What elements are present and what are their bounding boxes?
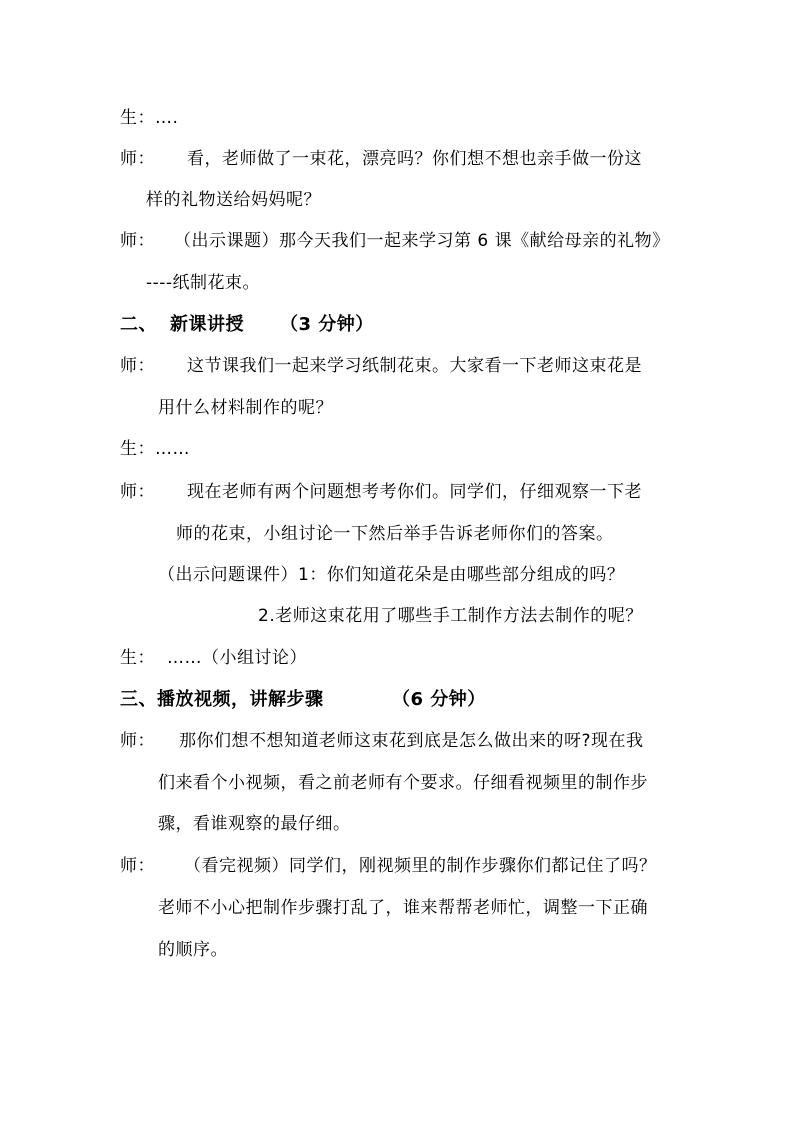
line-teacher-6 xyxy=(120,854,657,878)
line-teacher-6-cont-1: 老师不小心把制作步骤打乱了，谁来帮帮老师忙，调整一下正确 xyxy=(158,898,648,918)
line-teacher-3-cont: 用什么材料制作的呢？ xyxy=(158,398,333,418)
line-teacher-5-cont-2: 骤，看谁观察的最仔细。 xyxy=(158,814,351,834)
speaker-label: 生： xyxy=(120,648,155,668)
line-teacher-4 xyxy=(120,480,642,504)
section-time: （6 分钟） xyxy=(392,689,486,710)
line-student-response-1: 生：…. xyxy=(120,108,179,128)
line-teacher-5-cont-1: 们来看个小视频，看之前老师有个要求。仔细看视频里的制作步 xyxy=(158,773,648,793)
section-time: （3 分钟） xyxy=(280,314,374,335)
line-teacher-3 xyxy=(120,354,642,378)
speaker-label: 师： xyxy=(120,856,155,876)
speech-text: （看完视频）同学们，刚视频里的制作步骤你们都记住了吗？ xyxy=(184,856,657,876)
line-teacher-5 xyxy=(120,729,644,753)
speaker-label: 师： xyxy=(120,231,155,251)
line-student-response-2: 生：…… xyxy=(120,439,190,459)
line-teacher-1 xyxy=(120,147,642,171)
speech-text: （出示课题）那今天我们一起来学习第 6 课《献给母亲的礼物》 xyxy=(174,231,670,251)
speech-text: 看，老师做了一束花，漂亮吗？你们想不想也亲手做一份这 xyxy=(187,149,642,169)
speaker-label: 师： xyxy=(120,482,155,502)
section-number: 二、 xyxy=(120,314,157,335)
line-question-1: （出示问题课件）1：你们知道花朵是由哪些部分组成的吗？ xyxy=(158,565,625,585)
section-heading-2 xyxy=(120,313,374,337)
line-question-2: 2.老师这束花用了哪些手工制作方法去制作的呢？ xyxy=(258,606,643,626)
line-teacher-1-cont: 样的礼物送给妈妈呢？ xyxy=(146,190,321,210)
speech-text: 现在老师有两个问题想考考你们。同学们，仔细观察一下老 xyxy=(187,482,642,502)
speech-text: 这节课我们一起来学习纸制花束。大家看一下老师这束花是 xyxy=(187,356,642,376)
speech-text: 那你们想不想知道老师这束花到底是怎么做出来的呀?现在我 xyxy=(179,731,644,751)
section-title: 新课讲授 xyxy=(170,314,244,335)
line-teacher-2-cont: ----纸制花束。 xyxy=(146,273,261,293)
line-teacher-4-cont: 师的花束，小组讨论一下然后举手告诉老师你们的答案。 xyxy=(176,524,614,544)
speaker-label: 师： xyxy=(120,356,155,376)
line-teacher-6-cont-2: 的顺序。 xyxy=(158,940,228,960)
section-heading-3 xyxy=(120,688,486,712)
speaker-label: 师： xyxy=(120,149,155,169)
line-student-discussion xyxy=(120,646,307,670)
speaker-label: 师： xyxy=(120,731,155,751)
line-teacher-2 xyxy=(120,229,670,253)
section-title: 三、播放视频，讲解步骤 xyxy=(120,689,324,710)
speech-text: ……（小组讨论） xyxy=(167,648,307,668)
